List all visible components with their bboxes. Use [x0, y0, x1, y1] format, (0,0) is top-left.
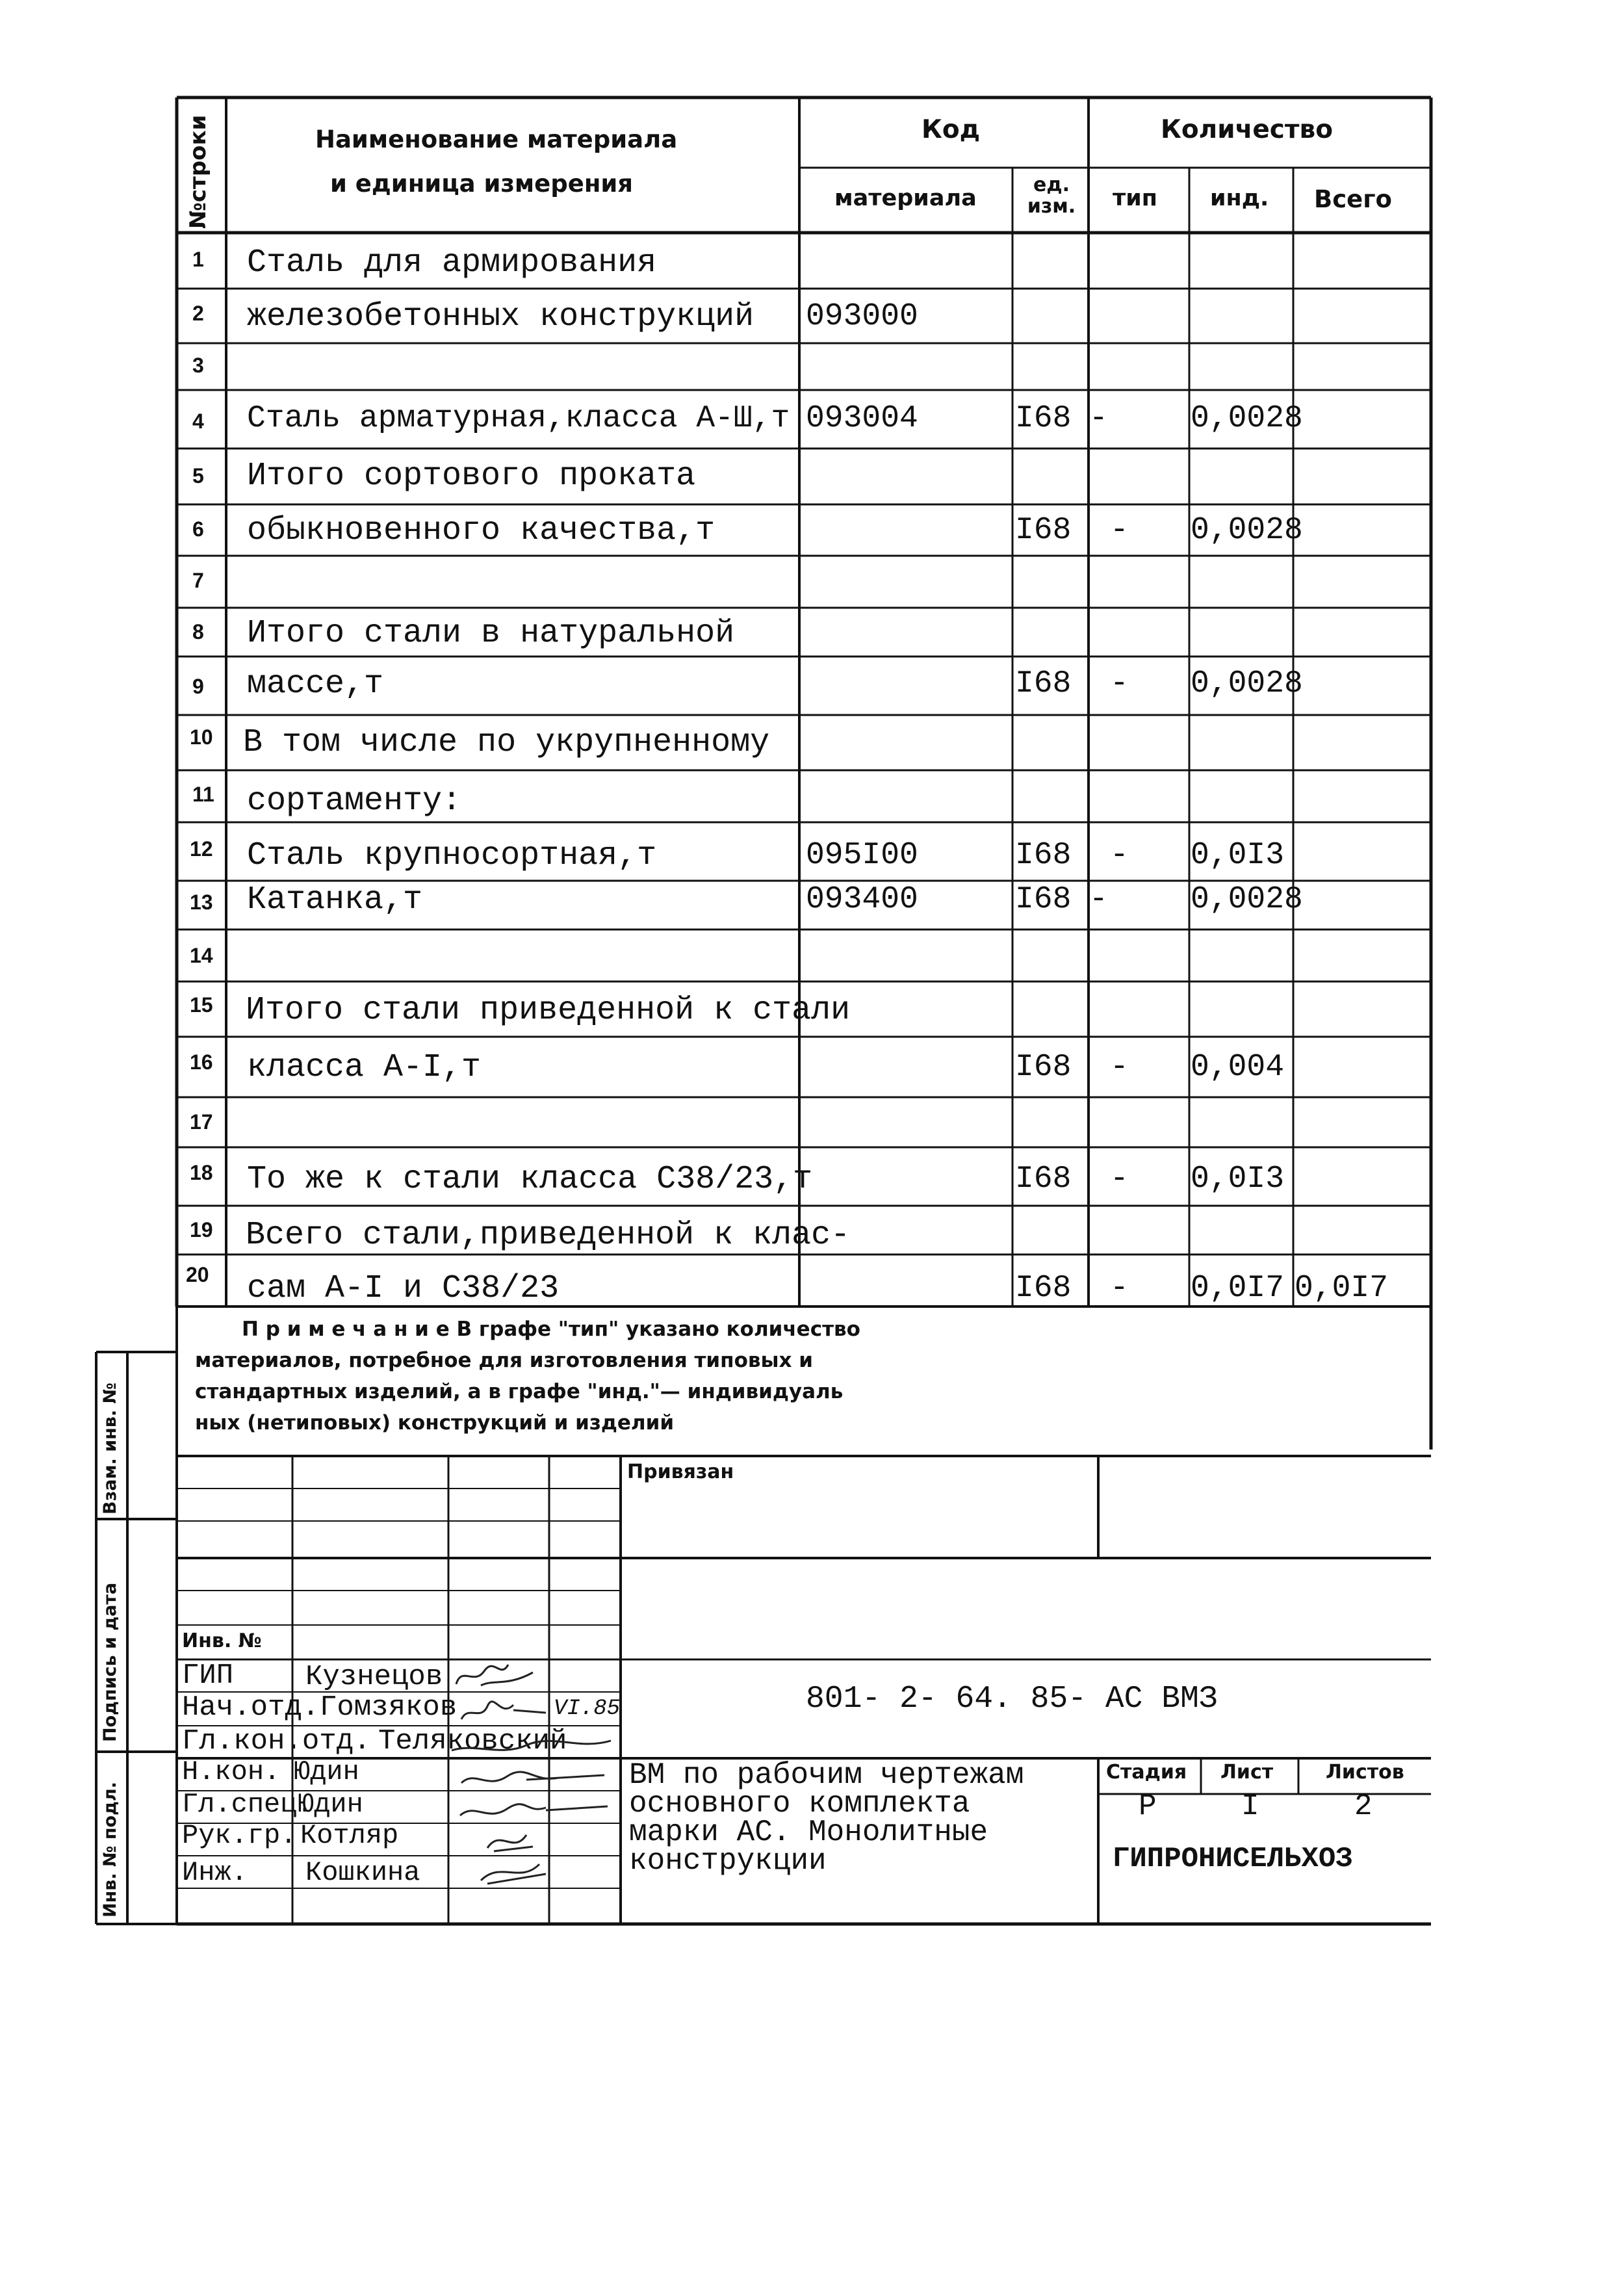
- stage-value: Р: [1139, 1789, 1157, 1823]
- material-name: массе,т: [247, 666, 384, 703]
- staff-role: Рук.гр.: [182, 1820, 297, 1851]
- header-quantity-type: тип: [1113, 185, 1157, 211]
- material-code: 093004: [806, 401, 918, 436]
- unit-code: I68: [1015, 1271, 1072, 1306]
- margin-vzam-inv: Взам. инв. №: [100, 1382, 120, 1514]
- margin-inv-podl: Инв. № подл.: [100, 1782, 120, 1918]
- row-number: 15: [190, 993, 213, 1017]
- row-number: 14: [190, 944, 213, 967]
- unit-code: I68: [1015, 838, 1072, 873]
- signature-marks: [448, 1659, 621, 1890]
- unit-code: I68: [1015, 666, 1072, 701]
- qty-ind: 0,0028: [1191, 666, 1303, 701]
- qty-type: -: [1089, 882, 1108, 917]
- staff-role: Гл.спец.: [182, 1789, 313, 1820]
- material-name: Сталь для армирования: [247, 244, 657, 281]
- note-line-1: П р и м е ч а н и е В графе "тип" указано количество: [242, 1318, 860, 1341]
- staff-name: Теляковский: [378, 1725, 567, 1758]
- staff-name: Котляр: [300, 1820, 399, 1851]
- material-name: То же к стали класса С38/23,т: [247, 1161, 813, 1198]
- note-line-2: материалов, потребное для изготовления типовых и: [195, 1349, 814, 1372]
- row-number: 8: [192, 620, 204, 644]
- staff-role: Гл.кон.отд.: [182, 1725, 371, 1758]
- material-code: 093400: [806, 882, 918, 917]
- qty-ind: 0,0I3: [1191, 1162, 1285, 1197]
- row-number: 2: [192, 302, 204, 325]
- material-name: В том числе по укрупненному: [243, 724, 770, 761]
- material-code: 093000: [806, 299, 918, 334]
- qty-type: -: [1089, 401, 1108, 436]
- staff-name: Юдин: [298, 1789, 363, 1820]
- staff-date: VI.85: [554, 1696, 621, 1721]
- unit-code: I68: [1015, 882, 1072, 917]
- doc-title-line-4: конструкции: [629, 1844, 827, 1878]
- material-name: Всего стали,приведенной к клас-: [246, 1217, 851, 1254]
- qty-total: 0,0I7: [1295, 1271, 1389, 1306]
- row-number: 11: [192, 783, 214, 806]
- doc-title-line-3: марки АС. Монолитные: [629, 1815, 988, 1849]
- row-number: 5: [192, 464, 204, 488]
- header-material-name-line2: и единица измерения: [330, 170, 634, 198]
- qty-type: -: [1110, 666, 1129, 701]
- sheets-value: 2: [1354, 1789, 1373, 1823]
- organization-name: ГИПРОНИСЕЛЬХОЗ: [1113, 1843, 1353, 1875]
- material-code: 095I00: [806, 838, 918, 873]
- note-line-3: стандартных изделий, а в графе "инд."— индивидуаль: [195, 1380, 844, 1403]
- qty-ind: 0,0028: [1191, 513, 1303, 548]
- material-name: Итого сортового проката: [247, 458, 696, 495]
- row-number: 4: [192, 410, 204, 433]
- material-name: железобетонных конструкций: [247, 298, 754, 335]
- qty-type: -: [1110, 1050, 1129, 1085]
- stamp-inv-no: Инв. №: [182, 1630, 262, 1652]
- staff-role: Инж.: [182, 1857, 248, 1888]
- header-code-material: материала: [834, 185, 977, 211]
- sheet-value: I: [1241, 1789, 1259, 1823]
- material-name: класса А-I,т: [247, 1049, 482, 1086]
- qty-ind: 0,0028: [1191, 882, 1303, 917]
- staff-name: Юдин: [294, 1756, 359, 1788]
- header-quantity: Количество: [1161, 115, 1333, 144]
- row-number: 17: [190, 1110, 213, 1134]
- unit-code: I68: [1015, 401, 1072, 436]
- margin-podpis-data: Подпись и дата: [100, 1582, 120, 1742]
- staff-name: Кошкина: [305, 1857, 420, 1888]
- header-code-unit: ед. изм.: [1027, 174, 1076, 218]
- material-name: Сталь арматурная,класса А-Ш,т: [247, 401, 790, 436]
- qty-type: -: [1110, 1162, 1129, 1197]
- staff-role: ГИП: [182, 1659, 234, 1692]
- unit-code: I68: [1015, 1050, 1072, 1085]
- material-name: Итого стали в натуральной: [247, 615, 735, 652]
- staff-role: Нач.отд.: [182, 1691, 320, 1724]
- stamp-privyazan: Привязан: [627, 1461, 734, 1483]
- row-number: 16: [190, 1050, 213, 1074]
- header-quantity-total: Всего: [1314, 185, 1392, 213]
- doc-title-line-2: основного комплекта: [629, 1787, 970, 1821]
- row-number: 3: [192, 354, 204, 377]
- header-row-number: №строки: [185, 114, 211, 229]
- header-code: Код: [922, 115, 981, 144]
- qty-ind: 0,0I3: [1191, 838, 1285, 873]
- unit-code: I68: [1015, 1162, 1072, 1197]
- staff-name: Гомзяков: [320, 1691, 458, 1724]
- material-name: Катанка,т: [247, 881, 423, 918]
- row-number: 9: [192, 675, 204, 698]
- stage-label: Стадия: [1106, 1761, 1187, 1784]
- material-name: сортаменту:: [247, 783, 462, 820]
- qty-type: -: [1110, 838, 1129, 873]
- staff-role: Н.кон.: [182, 1756, 281, 1788]
- staff-name: Кузнецов: [305, 1661, 443, 1693]
- material-name: обыкновенного качества,т: [247, 512, 715, 549]
- document-code: 801- 2- 64. 85- АС ВМЗ: [806, 1682, 1218, 1717]
- header-material-name-line1: Наименование материала: [315, 125, 678, 153]
- row-number: 6: [192, 517, 204, 541]
- material-name: сам А-I и С38/23: [247, 1270, 560, 1307]
- sheets-label: Листов: [1326, 1761, 1404, 1784]
- qty-ind: 0,0028: [1191, 401, 1303, 436]
- row-number: 19: [190, 1218, 213, 1242]
- row-number: 10: [190, 725, 213, 749]
- qty-ind: 0,004: [1191, 1050, 1285, 1085]
- note-line-4: ных (нетиповых) конструкций и изделий: [195, 1411, 675, 1435]
- qty-type: -: [1110, 513, 1129, 548]
- material-name: Итого стали приведенной к стали: [246, 992, 851, 1029]
- material-name: Сталь крупносортная,т: [247, 837, 657, 874]
- doc-title-line-1: ВМ по рабочим чертежам: [629, 1758, 1024, 1792]
- unit-code: I68: [1015, 513, 1072, 548]
- row-number: 20: [186, 1263, 209, 1286]
- sheet-label: Лист: [1220, 1761, 1274, 1784]
- row-number: 12: [190, 837, 213, 861]
- row-number: 7: [192, 569, 204, 592]
- row-number: 13: [190, 890, 213, 914]
- row-number: 18: [190, 1161, 213, 1184]
- qty-type: -: [1110, 1271, 1129, 1306]
- header-quantity-ind: инд.: [1210, 185, 1269, 211]
- qty-ind: 0,0I7: [1191, 1271, 1285, 1306]
- row-number: 1: [192, 248, 204, 271]
